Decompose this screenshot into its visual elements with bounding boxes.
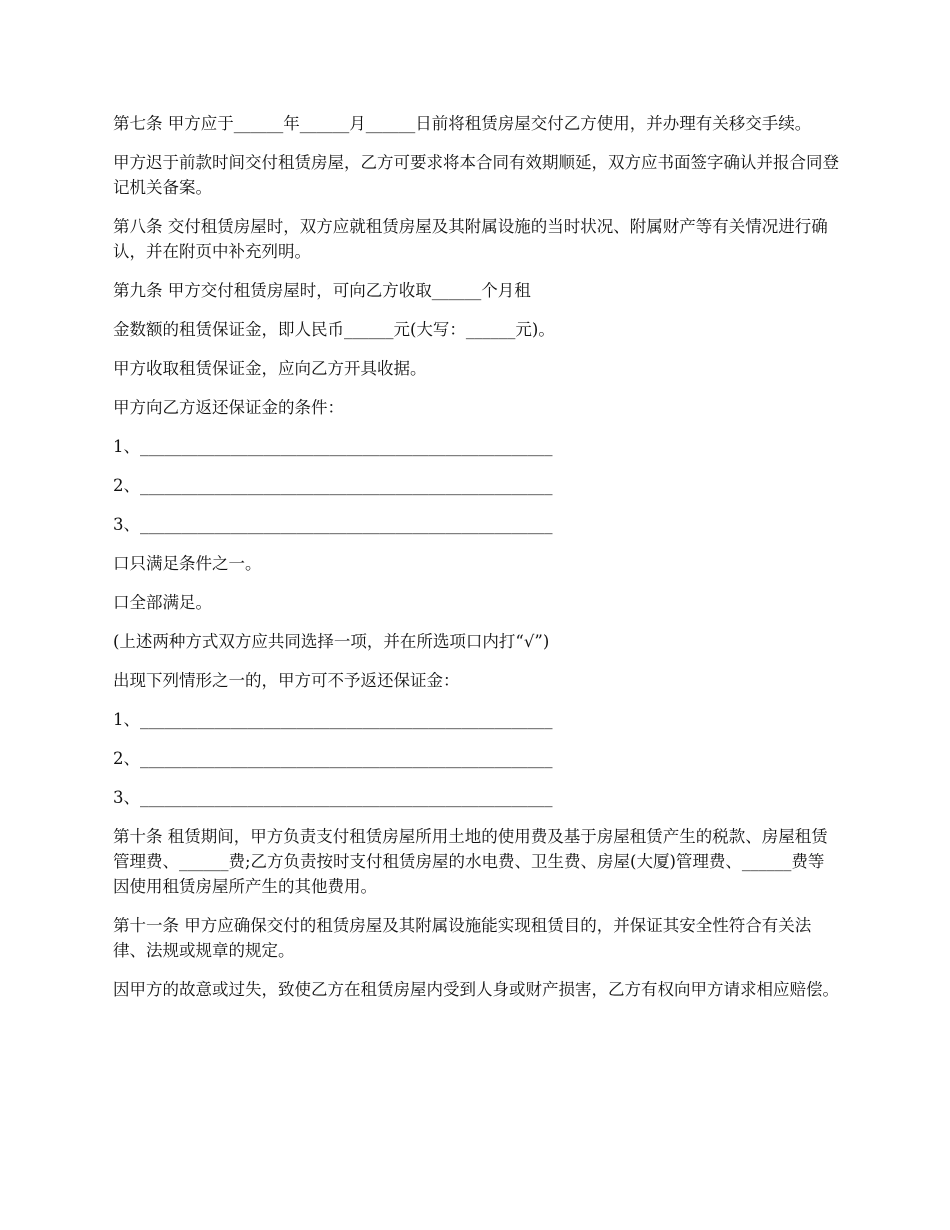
no-refund-case-2: 2、__________________________________________________ — [113, 749, 553, 768]
refund-condition-2: 2、__________________________________________________ — [113, 476, 553, 495]
refund-condition-3: 3、__________________________________________________ — [113, 515, 553, 534]
option-any-one: 口只满足条件之一。 — [113, 554, 262, 573]
refund-condition-1: 1、__________________________________________________ — [113, 437, 553, 456]
deposit-receipt: 甲方收取租赁保证金，应向乙方开具收据。 — [113, 359, 427, 378]
option-instruction: (上述两种方式双方应共同选择一项，并在所选项口内打“√”) — [113, 632, 550, 651]
clause-9: 第九条 甲方交付租赁房屋时，可向乙方收取______个月租 — [113, 281, 531, 300]
clause-11-liability: 因甲方的故意或过失，致使乙方在租赁房屋内受到人身或财产损害，乙方有权向甲方请求相应赔偿。 — [113, 980, 839, 999]
clause-7-delay: 甲方迟于前款时间交付租赁房屋，乙方可要求将本合同有效期顺延，双方应书面签字确认并报合同登记机关备案。 — [113, 153, 839, 197]
document-body — [113, 111, 840, 1016]
clause-10: 第十条 租赁期间，甲方负责支付租赁房屋所用土地的使用费及基于房屋租赁产生的税款、房屋租赁管理费、______费;乙方负责按时支付租赁房屋的水电费、卫生费、房屋(大厦)管理费、______费等因使用租赁房屋所产生的其他费用。 — [113, 827, 828, 896]
deposit-amount: 金数额的租赁保证金，即人民币______元(大写：______元)。 — [113, 320, 555, 339]
clause-8: 第八条 交付租赁房屋时，双方应就租赁房屋及其附属设施的当时状况、附属财产等有关情况进行确认，并在附页中补充列明。 — [113, 217, 828, 261]
clause-11: 第十一条 甲方应确保交付的租赁房屋及其附属设施能实现租赁目的，并保证其安全性符合有关法律、法规或规章的规定。 — [113, 916, 812, 960]
option-all: 口全部满足。 — [113, 593, 212, 612]
no-refund-heading: 出现下列情形之一的，甲方可不予返还保证金： — [113, 671, 460, 690]
refund-conditions-heading: 甲方向乙方返还保证金的条件： — [113, 398, 344, 417]
no-refund-case-1: 1、__________________________________________________ — [113, 710, 553, 729]
clause-7: 第七条 甲方应于______年______月______日前将租赁房屋交付乙方使用，并办理有关移交手续。 — [113, 114, 812, 133]
no-refund-case-3: 3、__________________________________________________ — [113, 788, 553, 807]
